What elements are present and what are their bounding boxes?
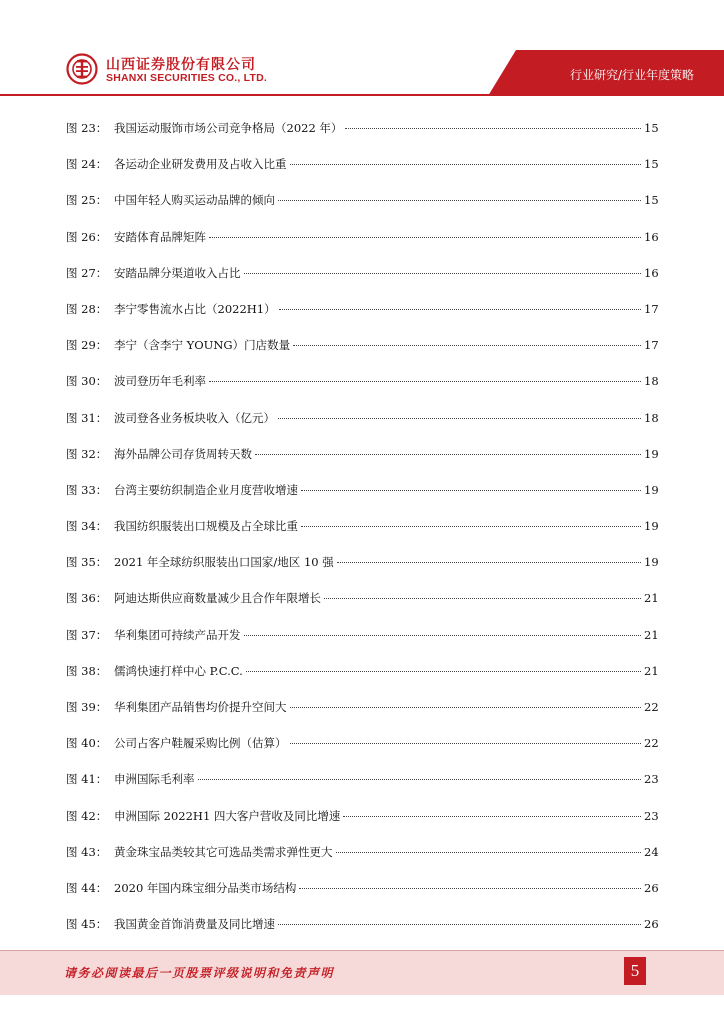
toc-figure-title: 2020 年国内珠宝细分品类市场结构 (114, 880, 297, 895)
toc-figure-number: 图 41： (66, 772, 108, 787)
toc-figure-number: 图 31： (66, 410, 108, 425)
toc-page-number: 15 (644, 157, 659, 172)
toc-figure-number: 图 34： (66, 519, 108, 534)
toc-figure-title: 儒鸿快速打样中心 P.C.C. (114, 663, 243, 678)
toc-entry[interactable] (66, 156, 658, 192)
toc-page-number: 24 (644, 844, 659, 859)
toc-dot-leader (278, 200, 641, 201)
toc-figure-title: 各运动企业研发费用及占收入比重 (114, 157, 287, 172)
toc-entry[interactable] (66, 699, 658, 735)
toc-figure-number: 图 45： (66, 917, 108, 932)
report-category: 行业研究/行业年度策略 (569, 68, 694, 82)
toc-entry[interactable] (66, 880, 658, 916)
toc-dot-leader (246, 671, 641, 672)
toc-dot-leader (299, 888, 641, 889)
toc-page-number: 16 (644, 229, 659, 244)
toc-page-number: 21 (644, 663, 659, 678)
toc-figure-number: 图 32： (66, 446, 108, 461)
toc-entry[interactable] (66, 265, 658, 301)
toc-figure-number: 图 39： (66, 700, 108, 714)
toc-figure-title: 安踏品牌分渠道收入占比 (114, 265, 241, 280)
toc-page-number: 17 (644, 301, 659, 316)
toc-entry[interactable] (66, 554, 658, 590)
page-header (0, 0, 724, 96)
toc-dot-leader (209, 381, 641, 382)
toc-entry[interactable] (66, 446, 658, 482)
toc-figure-number: 图 26： (66, 229, 108, 244)
toc-page-number: 16 (644, 265, 659, 280)
toc-figure-title: 李宁（含李宁 YOUNG）门店数量 (114, 338, 291, 353)
toc-figure-title: 台湾主要纺织制造企业月度营收增速 (114, 482, 298, 497)
toc-figure-number: 图 24： (66, 157, 108, 172)
toc-figure-title: 申洲国际 2022H1 四大客户营收及同比增速 (114, 808, 341, 823)
toc-page-number: 26 (644, 917, 659, 932)
toc-entry[interactable] (66, 192, 658, 228)
toc-dot-leader (343, 816, 641, 817)
toc-figure-number: 图 30： (66, 374, 108, 389)
toc-figure-number: 图 35： (66, 555, 108, 570)
toc-figure-title: 华利集团可持续产品开发 (114, 627, 241, 642)
toc-entry[interactable] (66, 482, 658, 518)
toc-entry[interactable] (66, 735, 658, 771)
figure-list (66, 120, 658, 952)
toc-dot-leader (278, 418, 641, 419)
toc-dot-leader (279, 309, 641, 310)
toc-entry[interactable] (66, 301, 658, 337)
toc-figure-number: 图 37： (66, 627, 108, 642)
toc-dot-leader (290, 743, 642, 744)
toc-page-number: 15 (644, 121, 659, 135)
toc-figure-title: 海外品牌公司存货周转天数 (114, 446, 252, 461)
toc-figure-number: 图 23： (66, 121, 108, 135)
toc-figure-number: 图 33： (66, 482, 108, 497)
toc-dot-leader (244, 273, 642, 274)
toc-figure-number: 图 40： (66, 736, 108, 751)
toc-figure-title: 2021 年全球纺织服装出口国家/地区 10 强 (114, 555, 334, 570)
toc-figure-title: 黄金珠宝品类较其它可选品类需求弹性更大 (114, 844, 333, 859)
toc-dot-leader (278, 924, 641, 925)
disclaimer-text: 请务必阅读最后一页股票评级说明和免责声明 (64, 966, 335, 980)
toc-entry[interactable] (66, 916, 658, 952)
toc-entry[interactable] (66, 627, 658, 663)
toc-figure-number: 图 28： (66, 301, 108, 316)
toc-dot-leader (336, 852, 642, 853)
toc-figure-number: 图 42： (66, 808, 108, 823)
toc-entry[interactable] (66, 844, 658, 880)
toc-figure-title: 波司登历年毛利率 (114, 374, 206, 389)
toc-entry[interactable] (66, 410, 658, 446)
toc-page-number: 17 (644, 338, 659, 353)
toc-dot-leader (293, 345, 641, 346)
toc-page-number: 19 (644, 446, 659, 461)
toc-dot-leader (209, 237, 641, 238)
toc-entry[interactable] (66, 337, 658, 373)
toc-figure-title: 李宁零售流水占比（2022H1） (114, 301, 276, 316)
toc-dot-leader (290, 164, 642, 165)
toc-page-number: 23 (644, 772, 659, 787)
toc-page-number: 15 (644, 193, 659, 208)
toc-figure-title: 安踏体育品牌矩阵 (114, 229, 206, 244)
page-number: 5 (624, 957, 646, 985)
toc-entry[interactable] (66, 663, 658, 699)
toc-dot-leader (301, 526, 641, 527)
toc-figure-number: 图 36： (66, 591, 108, 606)
toc-page-number: 19 (644, 482, 659, 497)
toc-figure-number: 图 29： (66, 338, 108, 353)
toc-figure-title: 中国年轻人购买运动品牌的倾向 (114, 193, 275, 208)
toc-page-number: 19 (644, 555, 659, 570)
toc-dot-leader (244, 635, 642, 636)
toc-page-number: 26 (644, 880, 659, 895)
toc-figure-title: 申洲国际毛利率 (114, 772, 195, 787)
toc-dot-leader (301, 490, 641, 491)
toc-figure-number: 图 25： (66, 193, 108, 208)
toc-figure-number: 图 27： (66, 265, 108, 280)
toc-figure-number: 图 38： (66, 663, 108, 678)
company-name-en: SHANXI SECURITIES CO., LTD. (106, 72, 267, 84)
toc-page-number: 23 (644, 808, 659, 823)
toc-figure-title: 我国运动服饰市场公司竞争格局（2022 年） (114, 121, 343, 135)
toc-dot-leader (337, 562, 641, 563)
toc-entry[interactable] (66, 518, 658, 554)
toc-dot-leader (255, 454, 641, 455)
toc-page-number: 19 (644, 519, 659, 534)
toc-figure-title: 华利集团产品销售均价提升空间大 (114, 700, 287, 714)
toc-entry[interactable] (66, 120, 658, 156)
toc-figure-title: 我国纺织服装出口规模及占全球比重 (114, 519, 298, 534)
toc-page-number: 22 (644, 736, 659, 751)
toc-dot-leader (198, 779, 642, 780)
toc-figure-title: 我国黄金首饰消费量及同比增速 (114, 917, 275, 932)
toc-entry[interactable] (66, 590, 658, 626)
toc-page-number: 18 (644, 410, 659, 425)
toc-figure-title: 公司占客户鞋履采购比例（估算） (114, 736, 287, 751)
toc-dot-leader (290, 707, 642, 708)
toc-page-number: 21 (644, 627, 659, 642)
toc-figure-number: 图 44： (66, 880, 108, 895)
toc-entry[interactable] (66, 373, 658, 409)
toc-figure-title: 阿迪达斯供应商数量减少且合作年限增长 (114, 591, 321, 606)
toc-dot-leader (324, 598, 641, 599)
toc-figure-title: 波司登各业务板块收入（亿元） (114, 410, 275, 425)
toc-page-number: 18 (644, 374, 659, 389)
toc-page-number: 21 (644, 591, 659, 606)
toc-figure-number: 图 43： (66, 844, 108, 859)
toc-entry[interactable] (66, 229, 658, 265)
company-name-cn: 山西证券股份有限公司 (106, 57, 256, 73)
toc-entry[interactable] (66, 771, 658, 807)
toc-entry[interactable] (66, 808, 658, 844)
toc-dot-leader (345, 128, 641, 129)
toc-page-number: 22 (644, 700, 659, 714)
